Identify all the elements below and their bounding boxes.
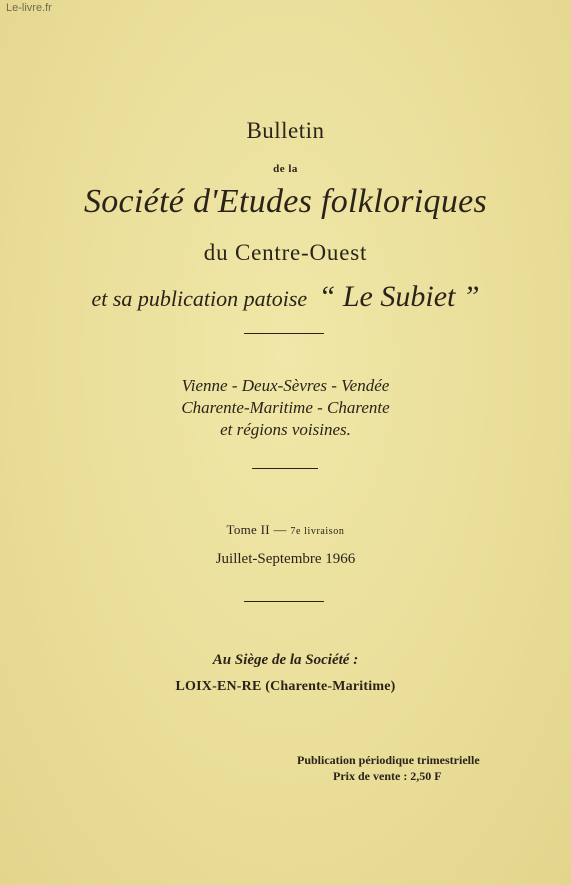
centre-ouest-text: du Centre-Ouest (203, 240, 368, 265)
de-la-text: de la (273, 163, 298, 175)
regions-line-1: Vienne - Deux-Sèvres - Vendée (181, 376, 390, 395)
subiet-title: “ Le Subiet ” (318, 280, 480, 313)
publication-block (297, 752, 480, 784)
watermark-text: Le-livre.fr (6, 2, 52, 14)
tome-line (0, 522, 571, 538)
divider-2 (252, 468, 318, 469)
tome-label: Tome II (226, 522, 270, 537)
siege-label: Au Siège de la Société : (212, 652, 359, 668)
livraison-label: 7e livraison (290, 526, 345, 537)
publication-price: Prix de vente : 2,50 F (333, 769, 442, 783)
regions-block (0, 375, 571, 441)
siege-location: LOIX-EN-RE (Charente-Maritime) (175, 679, 396, 694)
patoise-prefix: et sa publication patoise (91, 286, 308, 311)
patoise-line (0, 280, 571, 314)
divider-3 (244, 601, 324, 602)
tome-dash: — (269, 522, 291, 537)
bulletin-title: Bulletin (246, 118, 325, 143)
divider-1 (244, 333, 324, 334)
regions-line-3: et régions voisines. (220, 420, 351, 439)
societe-title: Société d'Etudes folkloriques (83, 183, 488, 220)
publication-frequency: Publication périodique trimestrielle (297, 753, 480, 767)
issue-date: Juillet-Septembre 1966 (215, 551, 356, 567)
regions-line-2: Charente-Maritime - Charente (181, 398, 390, 417)
